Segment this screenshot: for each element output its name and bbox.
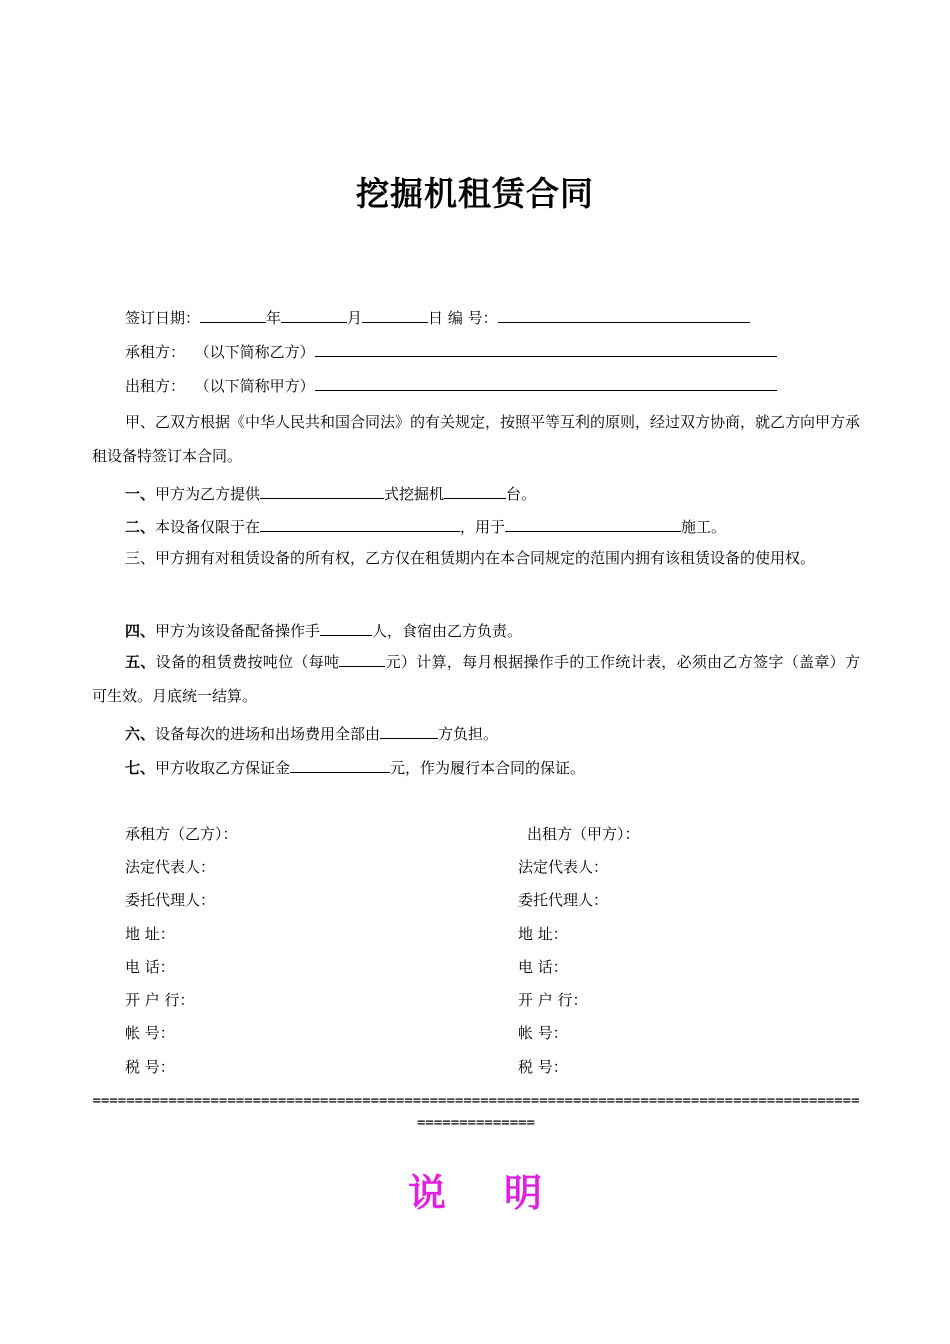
clause-6-text-b: 方负担。 — [438, 725, 499, 743]
clause-2-text-a: 本设备仅限于在 — [155, 518, 261, 536]
quantity-blank[interactable] — [444, 483, 506, 499]
lessor-line — [125, 375, 777, 397]
deposit-blank[interactable] — [290, 757, 390, 773]
document-title: 挖掘机租赁合同 — [356, 174, 594, 213]
lessor-address: 地 址： — [518, 925, 568, 943]
lessee-legal-rep: 法定代表人： — [125, 858, 216, 876]
clause-1-text-a: 甲方为乙方提供 — [155, 485, 261, 503]
rate-per-ton-blank[interactable] — [339, 651, 385, 667]
lessee-bank: 开 户 行： — [125, 991, 195, 1009]
operator-count-blank[interactable] — [320, 620, 372, 636]
clause-5-number: 五、 — [125, 653, 156, 671]
clause-5-text-a: 设备的租赁费按吨位（每吨 — [155, 653, 340, 671]
lessor-phone: 电 话： — [518, 958, 568, 976]
clause-2-text-c: 施工。 — [681, 518, 727, 536]
lessor-signature-heading: 出租方（甲方）： — [527, 825, 640, 843]
day-blank[interactable] — [362, 307, 428, 323]
number-blank[interactable] — [498, 307, 750, 323]
lessee-signature-heading: 承租方（乙方）： — [125, 825, 238, 843]
lessee-agent: 委托代理人： — [125, 891, 216, 909]
clause-1-text-b: 式挖掘机 — [384, 485, 445, 503]
clause-4-text-a: 甲方为该设备配备操作手 — [155, 622, 321, 640]
explanation-char-1: 说 — [407, 1171, 446, 1215]
sign-date-label: 签订日期： — [125, 309, 201, 327]
lessee-label: 承租方： — [125, 343, 186, 361]
lessor-agent: 委托代理人： — [518, 891, 609, 909]
year-blank[interactable] — [200, 307, 266, 323]
sign-date-line — [125, 307, 750, 329]
lessee-phone: 电 话： — [125, 958, 175, 976]
excavator-type-blank[interactable] — [260, 483, 384, 499]
lessor-legal-rep: 法定代表人： — [518, 858, 609, 876]
lessee-account: 帐 号： — [125, 1024, 175, 1042]
explanation-char-2: 明 — [504, 1171, 543, 1215]
day-label: 日 — [428, 309, 444, 327]
number-label: 编 号： — [447, 309, 498, 327]
lessor-tax-id: 税 号： — [518, 1058, 568, 1076]
intro-paragraph: 甲、乙双方根据《中华人民共和国合同法》的有关规定，按照平等互利的原则，经过双方协商，就乙方向甲方承租设备特签订本合同。 — [92, 413, 861, 465]
clause-6-text-a: 设备每次的进场和出场费用全部由 — [155, 725, 381, 743]
location-blank[interactable] — [260, 516, 460, 532]
separator-line: ========================================================================================================= — [92, 1093, 860, 1131]
lessee-note: （以下简称乙方） — [194, 343, 315, 361]
clause-1 — [125, 483, 536, 505]
clause-1-text-c: 台。 — [506, 485, 537, 503]
clause-2-number: 二、 — [125, 518, 156, 536]
lessee-blank[interactable] — [315, 341, 777, 357]
clause-5-text-b: 元）计算，每月根据操作手的工作统计表，必须由乙方签字（盖章）方可生效。月底统一结算。 — [92, 653, 860, 705]
year-label: 年 — [266, 309, 282, 327]
clause-3: 三、甲方拥有对租赁设备的所有权，乙方仅在租赁期内在本合同规定的范围内拥有该租赁设备的使用权。 — [125, 549, 816, 567]
lessor-label: 出租方： — [125, 377, 186, 395]
lessor-account: 帐 号： — [518, 1024, 568, 1042]
clause-6-number: 六、 — [125, 725, 156, 743]
clause-4-text-b: 人，食宿由乙方负责。 — [372, 622, 523, 640]
month-blank[interactable] — [281, 307, 347, 323]
clause-7-number: 七、 — [125, 759, 156, 777]
month-label: 月 — [347, 309, 363, 327]
fee-party-blank[interactable] — [380, 723, 438, 739]
purpose-blank[interactable] — [505, 516, 681, 532]
lessee-line — [125, 341, 777, 363]
clause-6 — [125, 723, 498, 745]
clause-5 — [92, 645, 860, 713]
explanation-heading — [0, 1162, 950, 1217]
lessor-note: （以下简称甲方） — [194, 377, 315, 395]
lessee-tax-id: 税 号： — [125, 1058, 175, 1076]
lessor-bank: 开 户 行： — [518, 991, 588, 1009]
clause-7-text-a: 甲方收取乙方保证金 — [155, 759, 291, 777]
clause-4-number: 四、 — [125, 622, 156, 640]
lessor-blank[interactable] — [315, 375, 777, 391]
lessee-address: 地 址： — [125, 925, 175, 943]
clause-1-number: 一、 — [125, 485, 156, 503]
clause-7-text-b: 元，作为履行本合同的保证。 — [390, 759, 586, 777]
clause-2 — [125, 516, 726, 538]
clause-2-text-b: ，用于 — [460, 518, 506, 536]
clause-4 — [125, 620, 522, 642]
clause-7 — [125, 757, 585, 779]
